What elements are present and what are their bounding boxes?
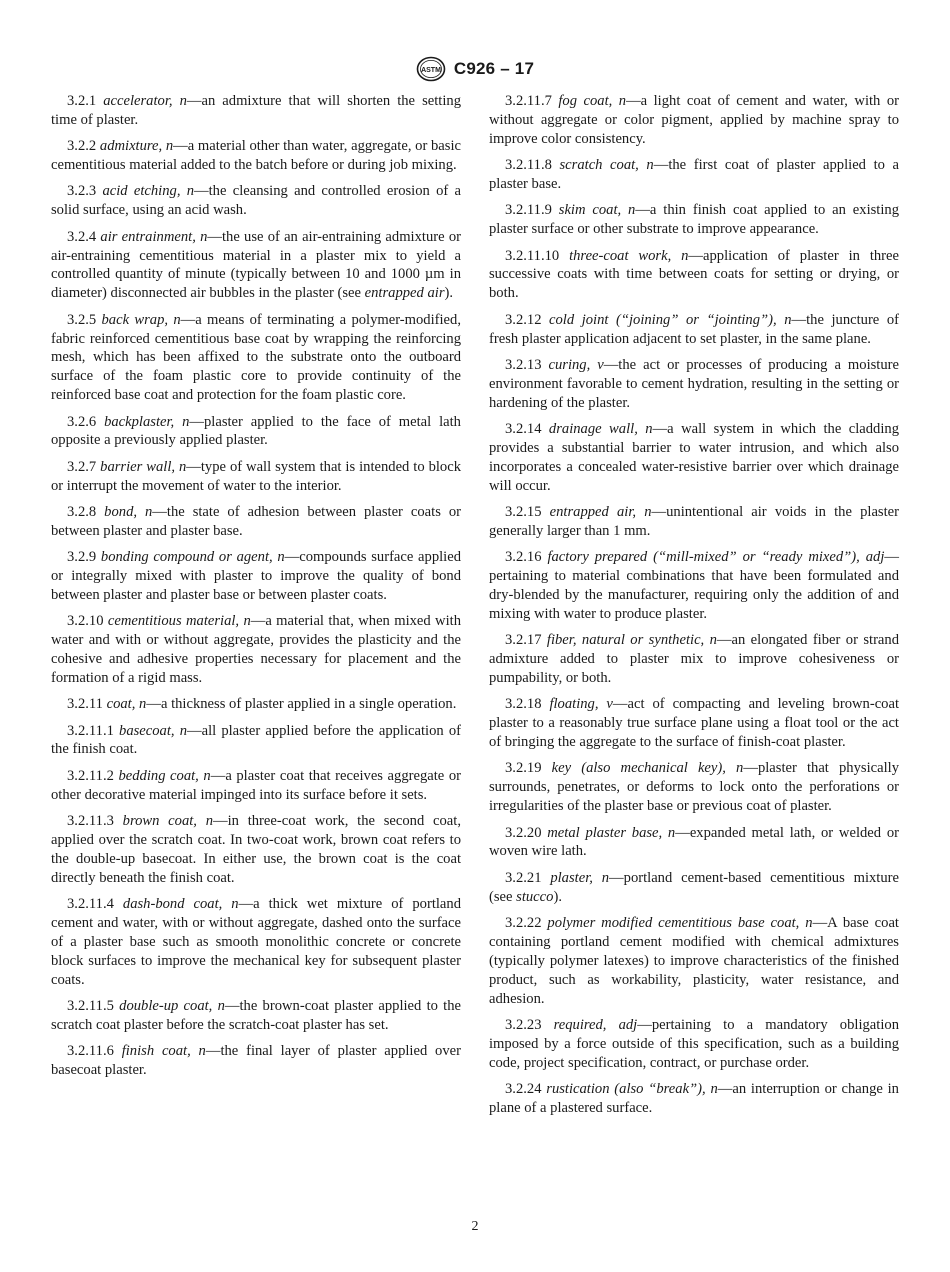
definition-text: —a thick wet mixture of portland cement and water, with or without aggregate, dashed onto the surface of a plaster base such as smooth monolithic concrete or concrete block surfaces to improve the mechanical key for subsequent plaster coats. xyxy=(51,896,461,988)
definition-term: dash-bond coat, n xyxy=(122,896,239,912)
definition-number: 3.2.13 xyxy=(505,356,542,373)
definition-number: 3.2.11.3 xyxy=(67,812,114,829)
definition-text: —the state of adhesion between plaster coats or between plaster and plaster base. xyxy=(51,503,462,539)
definition-term: entrapped air, n xyxy=(549,503,652,520)
definition-term: skim coat, n xyxy=(558,202,636,219)
definition-term: polymer modified cementitious base coat, n xyxy=(547,914,813,931)
definition-entry xyxy=(51,767,461,805)
definition-entry xyxy=(489,92,899,149)
definition-text-end: ). xyxy=(553,888,562,905)
definition-number: 3.2.16 xyxy=(505,549,542,566)
definition-text: —compounds surface applied or integrally mixed with plaster to improve the quality of bond between plaster and plaster base or between plaster coats. xyxy=(51,549,462,603)
definition-text: —a material that, when mixed with water and with or without aggregate, provides the plasticity and the cohesive and adhesive properties necessary for placement and the formation of a rigid mass. xyxy=(51,613,461,686)
definition-entry xyxy=(51,228,461,304)
definition-entry xyxy=(51,895,461,990)
definition-term: required, adj xyxy=(553,1016,638,1033)
definition-term: finish coat, n xyxy=(121,1043,206,1060)
definition-number: 3.2.12 xyxy=(505,311,542,328)
definition-number: 3.2.6 xyxy=(67,413,97,430)
definition-number: 3.2.24 xyxy=(505,1080,542,1097)
definition-text: —a plaster coat that receives aggregate or other decorative material impinged into its surface before it sets. xyxy=(51,767,461,803)
definition-number: 3.2.19 xyxy=(505,760,542,777)
cross-reference: stucco xyxy=(516,888,554,905)
definition-text: —all plaster applied before the application of the finish coat. xyxy=(51,722,461,758)
definition-term: air entrainment, n xyxy=(100,228,208,245)
astm-logo-icon xyxy=(416,56,446,82)
definition-number: 3.2.7 xyxy=(67,458,97,475)
standard-designation: C926 – 17 xyxy=(453,59,535,78)
definition-entry xyxy=(51,722,461,760)
definition-text: —plaster that physically surrounds, penetrates, or deforms to lock onto the perforations or irregularities of the plaster base or previous coat of plaster. xyxy=(489,760,899,815)
definition-number: 3.2.18 xyxy=(505,696,542,713)
definition-text: —unintentional air voids in the plaster generally larger than 1 mm. xyxy=(489,503,900,539)
definition-entry xyxy=(489,631,899,688)
definition-text: —expanded metal lath, or welded or woven wire lath. xyxy=(489,824,899,860)
definition-number: 3.2.11.1 xyxy=(67,722,114,739)
definition-term: cold joint (“joining” or “jointing”), n xyxy=(549,311,792,328)
definition-entry xyxy=(51,812,461,888)
definition-term: acid etching, n xyxy=(102,183,195,200)
definition-term: coat, n xyxy=(106,696,147,713)
definition-term: metal plaster base, n xyxy=(547,824,676,841)
definition-entry xyxy=(489,869,899,907)
definition-text: —an elongated fiber or strand admixture added to plaster mix to improve cohesiveness or pumpability, or both. xyxy=(489,632,900,686)
definition-number: 3.2.21 xyxy=(505,869,542,886)
definition-entry xyxy=(489,247,899,304)
definition-number: 3.2.11.10 xyxy=(505,247,560,264)
definition-term: back wrap, n xyxy=(101,311,181,328)
definition-entry xyxy=(51,137,461,175)
logo-text: ASTM xyxy=(420,67,441,74)
definition-term: curing, v xyxy=(548,356,604,373)
definition-term: basecoat, n xyxy=(119,722,187,739)
definition-text: —the act or processes of producing a moisture environment favorable to cement hydration, resulting in the setting or hardening of the plaster. xyxy=(489,356,899,411)
definition-term: backplaster, n xyxy=(104,413,190,430)
definition-number: 3.2.20 xyxy=(505,824,542,841)
definition-text: —pertaining to material combinations that have been formulated and dry-blended by the manufacturer, requiring only the addition of and mixing with water to produce plaster. xyxy=(489,549,899,622)
definition-text: —application of plaster in three successive coats with time between coats for setting or drying, or both. xyxy=(489,247,899,302)
definition-term: accelerator, n xyxy=(103,93,187,109)
definition-entry xyxy=(51,182,461,220)
definition-number: 3.2.8 xyxy=(67,503,97,520)
definition-number: 3.2.11.9 xyxy=(505,202,552,219)
definition-term: fiber, natural or synthetic, n xyxy=(546,632,717,649)
definition-number: 3.2.11 xyxy=(67,696,103,713)
definition-number: 3.2.10 xyxy=(67,613,104,630)
definition-term: fog coat, n xyxy=(558,93,627,109)
definition-number: 3.2.11.2 xyxy=(67,767,114,784)
definition-term: brown coat, n xyxy=(122,812,213,829)
definition-text: —the final layer of plaster applied over basecoat plaster. xyxy=(51,1043,461,1079)
definition-term: floating, v xyxy=(549,696,613,713)
definition-text: —an admixture that will shorten the setting time of plaster. xyxy=(51,93,461,128)
definition-entry xyxy=(489,356,899,413)
definition-entry xyxy=(51,548,461,605)
definition-term: scratch coat, n xyxy=(559,157,654,174)
definition-entry xyxy=(51,1042,461,1080)
definition-entry xyxy=(489,914,899,1009)
definition-text: —portland cement-based cementitious mixture (see xyxy=(489,869,899,905)
definition-number: 3.2.11.6 xyxy=(67,1043,114,1060)
definition-text: —the use of an air-entraining admixture or air-entraining cementitious material in a plaster mix to yield a controlled quantity of minute (typically between 10 and 1000 µm in diameter) disconnected air bubbles in the plaster (see xyxy=(51,228,461,302)
definition-number: 3.2.11.8 xyxy=(505,157,552,174)
definition-term: drainage wall, n xyxy=(548,420,653,437)
definition-number: 3.2.1 xyxy=(67,93,97,109)
definition-entry xyxy=(51,311,461,406)
page-header xyxy=(0,56,950,82)
definition-text: —the juncture of fresh plaster application adjacent to set plaster, in the same plane. xyxy=(489,311,899,347)
definition-term: key (also mechanical key), n xyxy=(551,760,744,777)
page-number: 2 xyxy=(471,1219,479,1234)
definition-entry xyxy=(489,548,899,624)
definition-entry xyxy=(51,503,461,541)
definition-text: —a light coat of cement and water, with or without aggregate or color pigment, applied by machine spray to improve color consistency. xyxy=(489,93,899,147)
definition-text: —a means of terminating a polymer-modified, fabric reinforced cementitious base coat by wrapping the reinforcing mesh, which has been affixed to the substrate onto the outboard surface of the foam plastic core to provide continuity of the reinforced base coat and protection for the foam plastic core. xyxy=(51,311,461,404)
definition-entry xyxy=(489,156,899,194)
definition-text: —pertaining to a mandatory obligation imposed by a force outside of this specification, such as a building code, project specification, contract, or purchase order. xyxy=(489,1016,899,1071)
definition-number: 3.2.11.5 xyxy=(67,997,114,1014)
definition-entry xyxy=(489,695,899,752)
definition-entry xyxy=(489,1016,899,1073)
definition-text: —type of wall system that is intended to block or interrupt the movement of water to the interior. xyxy=(51,458,462,494)
definition-text: —in three-coat work, the second coat, applied over the scratch coat. In two-coat work, brown coat refers to the double-up basecoat. In either use, the brown coat is the coat directly beneath the finish coat. xyxy=(51,812,461,886)
definition-entry xyxy=(51,92,461,130)
definition-term: bedding coat, n xyxy=(118,767,211,784)
definition-entry xyxy=(51,997,461,1035)
definition-text: —the brown-coat plaster applied to the scratch coat plaster before the scratch-coat plaster has set. xyxy=(51,997,461,1033)
definition-term: cementitious material, n xyxy=(107,613,251,630)
definition-text: —a wall system in which the cladding provides a substantial barrier to water intrusion, and which also incorporates a concealed water-resistive barrier over which drainage will occur. xyxy=(489,420,899,494)
definition-number: 3.2.22 xyxy=(505,914,542,931)
definition-term: double-up coat, n xyxy=(119,997,225,1014)
left-column xyxy=(51,92,461,1087)
definition-number: 3.2.3 xyxy=(67,183,97,200)
definition-term: rustication (also “break”), n xyxy=(546,1080,718,1097)
right-column xyxy=(489,92,899,1125)
definition-number: 3.2.5 xyxy=(67,311,97,328)
definition-term: plaster, n xyxy=(550,869,610,886)
definition-entry xyxy=(51,413,461,451)
definition-number: 3.2.17 xyxy=(505,632,542,649)
definition-text: —a material other than water, aggregate, or basic cementitious material added to the batch before or during job mixing. xyxy=(51,138,461,174)
definition-number: 3.2.14 xyxy=(505,420,542,437)
definition-term: factory prepared (“mill-mixed” or “ready mixed”), adj xyxy=(547,549,885,566)
definition-text: —a thickness of plaster applied in a single operation. xyxy=(146,696,457,713)
definition-number: 3.2.4 xyxy=(67,228,97,245)
definition-entry xyxy=(489,311,899,349)
definition-number: 3.2.23 xyxy=(505,1016,542,1033)
definition-entry xyxy=(489,201,899,239)
definition-text: —the first coat of plaster applied to a plaster base. xyxy=(489,157,899,193)
definition-entry xyxy=(489,420,899,496)
cross-reference: entrapped air xyxy=(364,285,445,302)
definition-entry xyxy=(51,612,461,688)
definition-entry xyxy=(51,695,461,714)
definition-text: —an interruption or change in plane of a plastered surface. xyxy=(489,1080,899,1116)
definition-text: —the cleansing and controlled erosion of a solid surface, using an acid wash. xyxy=(51,183,461,219)
definition-number: 3.2.9 xyxy=(67,549,97,566)
definition-entry xyxy=(489,503,899,541)
definition-text: —act of compacting and leveling brown-coat plaster to a reasonably true surface plane using a float tool or the act of bringing the aggregate to the surface of finish-coat plaster. xyxy=(489,696,900,751)
definition-entry xyxy=(489,824,899,862)
definition-text-end: ). xyxy=(444,285,454,302)
definition-term: bonding compound or agent, n xyxy=(100,549,285,566)
definition-number: 3.2.11.4 xyxy=(67,896,114,912)
definition-text: —plaster applied to the face of metal lath opposite a previously applied plaster. xyxy=(51,413,461,449)
definition-term: barrier wall, n xyxy=(100,458,187,475)
definition-term: bond, n xyxy=(104,503,153,520)
definition-number: 3.2.15 xyxy=(505,503,542,520)
definition-term: admixture, n xyxy=(99,138,174,155)
definition-entry xyxy=(489,1080,899,1118)
definition-entry xyxy=(489,759,899,816)
definition-number: 3.2.11.7 xyxy=(505,93,552,109)
definition-text: —A base coat containing portland cement modified with chemical admixtures (typically polymer latexes) to improve characteristics of the finished product, such as workability, plasticity, water resistance, and adhesion. xyxy=(489,914,899,1007)
definition-text: —a thin finish coat applied to an existing plaster surface or other substrate to improve appearance. xyxy=(489,202,900,238)
definition-entry xyxy=(51,458,461,496)
definition-term: three-coat work, n xyxy=(569,247,689,264)
definition-number: 3.2.2 xyxy=(67,138,97,155)
